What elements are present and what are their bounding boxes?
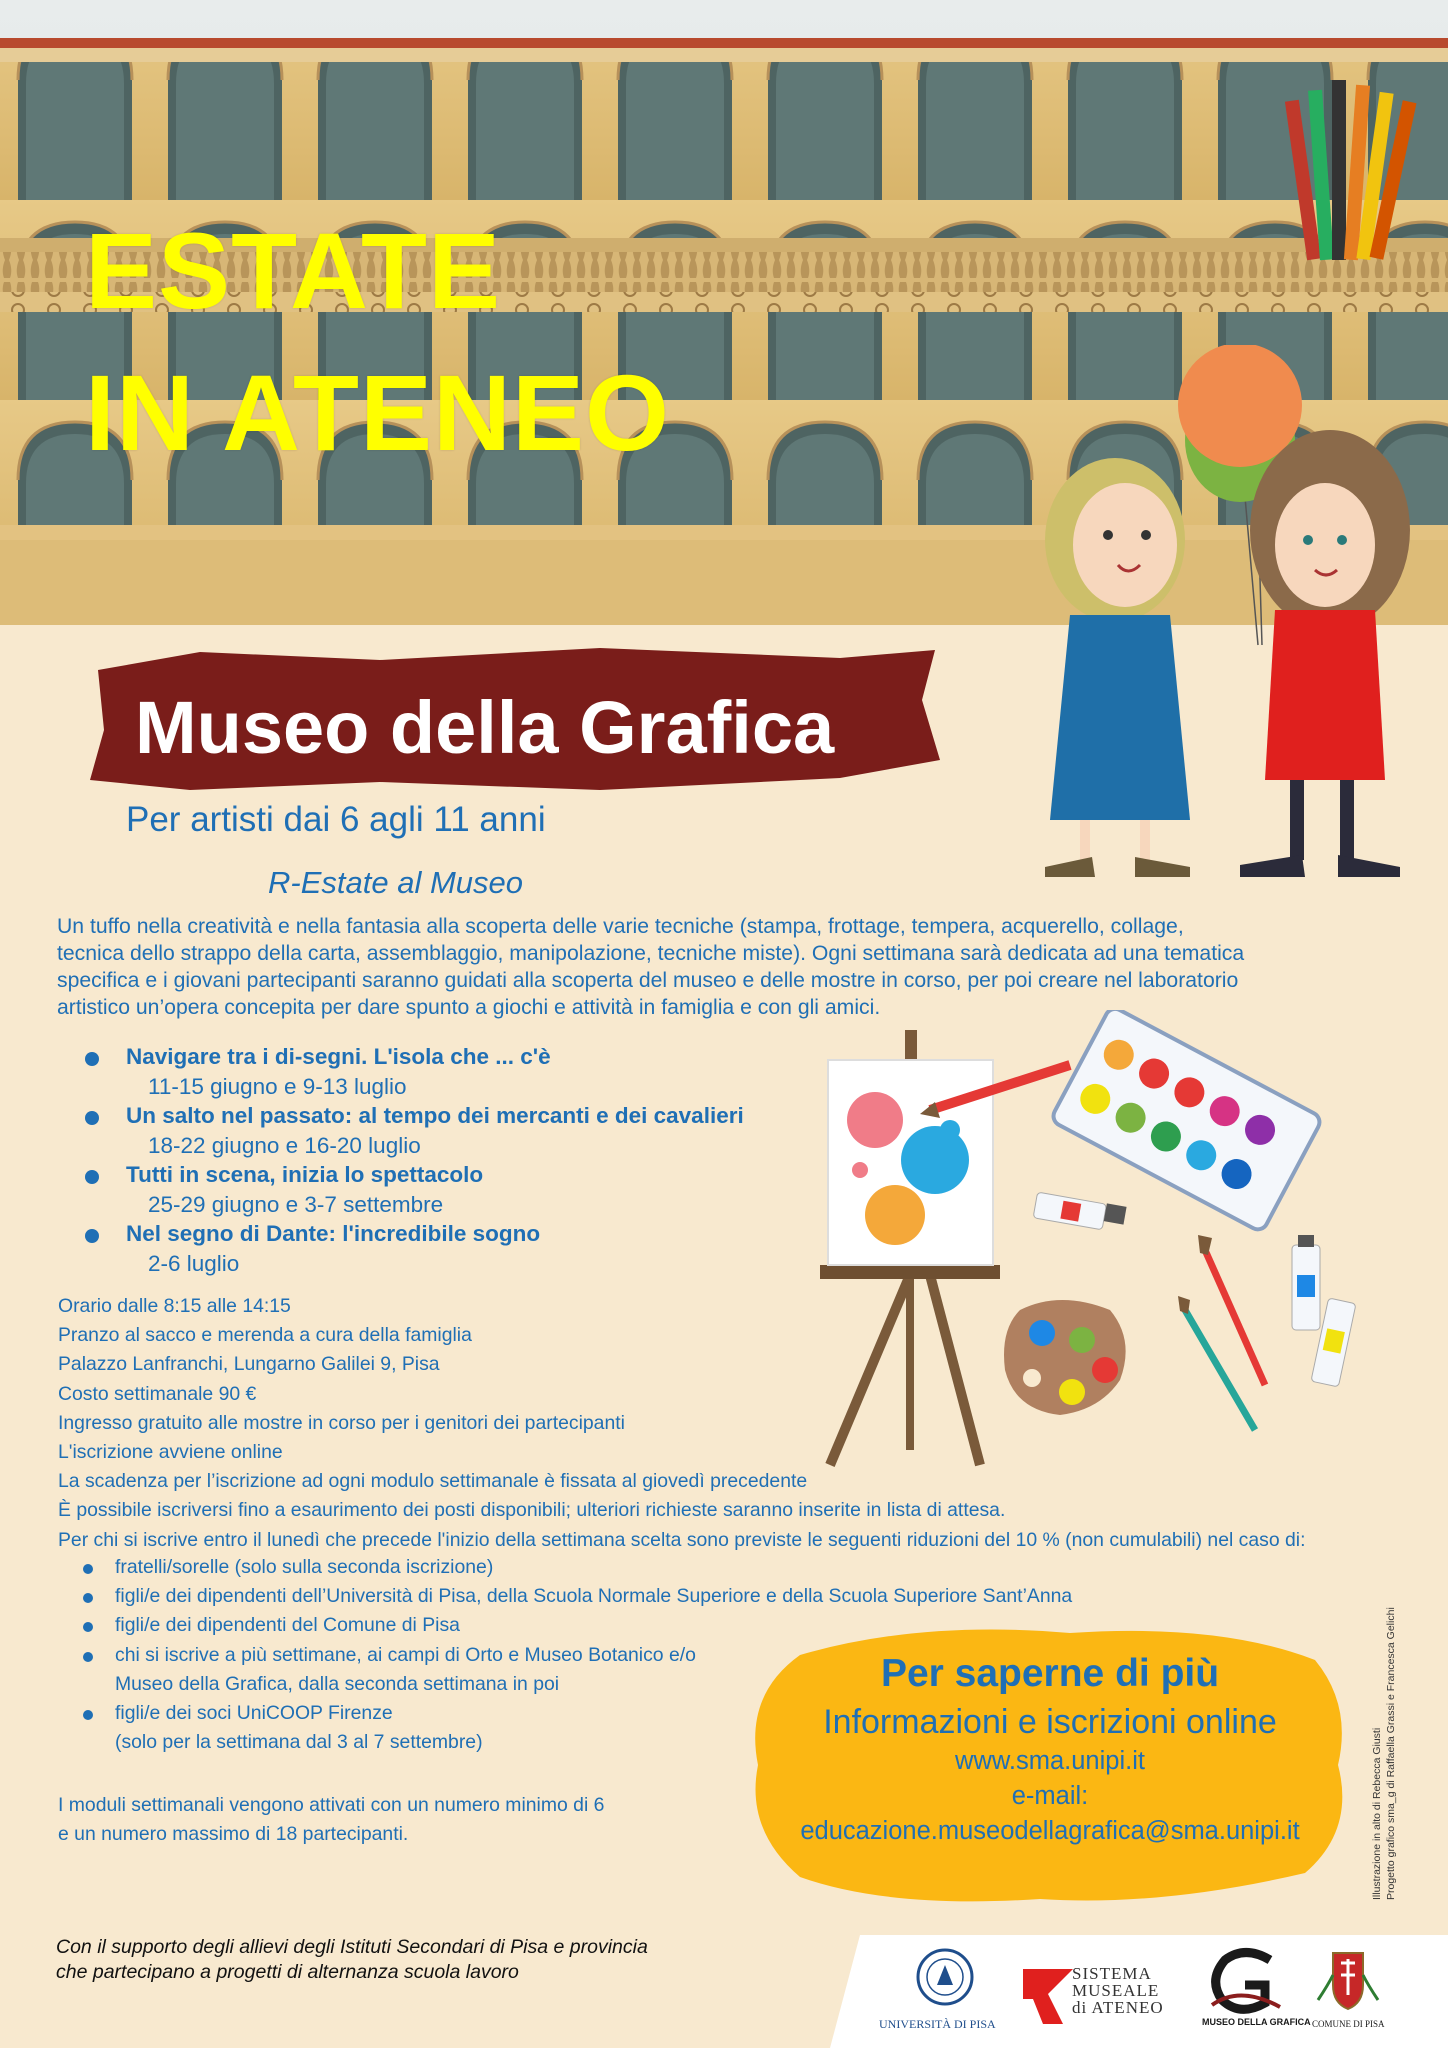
theme-name: Un salto nel passato: al tempo dei mercanti e dei cavalieri xyxy=(126,1103,744,1128)
bullet-icon xyxy=(83,1593,93,1603)
pisa-coat-of-arms-icon xyxy=(1308,1945,1388,2017)
theme-name: Tutti in scena, inizia lo spettacolo xyxy=(126,1162,484,1187)
discount-text: Museo della Grafica, dalla seconda settimana in poi xyxy=(115,1672,560,1695)
info-line: Palazzo Lanfranchi, Lungarno Galilei 9, Pisa xyxy=(58,1353,440,1376)
intro-line: Un tuffo nella creatività e nella fantasia alla scoperta delle varie tecniche (stampa, frottage, tempera, acquerello, collage, xyxy=(57,915,1184,938)
info-line: È possibile iscriversi fino a esaurimento dei posti disponibili; ulteriori richieste saranno inserite in lista di attesa. xyxy=(58,1499,1006,1522)
bullet-icon xyxy=(83,1622,93,1632)
credit-line: Progetto grafico sma_g di Raffaella Grassi e Francesca Gelichi xyxy=(1385,1607,1397,1900)
logo-text-comune: COMUNE DI PISA xyxy=(1312,2019,1385,2029)
bullet-icon xyxy=(83,1710,93,1720)
support-line: che partecipano a progetti di alternanza scuola lavoro xyxy=(56,1961,519,1983)
participants-note xyxy=(58,1791,604,1849)
logo-text-sma-1: SISTEMA xyxy=(1072,1964,1152,1983)
weekly-themes-list xyxy=(80,1042,860,1278)
info-line: Ingresso gratuito alle mostre in corso per i genitori dei partecipanti xyxy=(58,1411,625,1434)
logo-text-unipi: UNIVERSITÀ DI PISA xyxy=(879,2017,996,2031)
illustration-credits xyxy=(1370,1590,1400,1900)
logo-text-sma-3: di ATENEO xyxy=(1072,1998,1164,2017)
info-line: Orario dalle 8:15 alle 14:15 xyxy=(58,1295,291,1317)
info-line: Per chi si iscrive entro il lunedì che precede l'inizio della settimana scelta sono previste le seguenti riduzioni del 10 % (non cumulabili) nel caso di: xyxy=(58,1528,1306,1551)
email-link[interactable]: educazione.museodellagrafica@sma.unipi.it xyxy=(800,1817,1300,1845)
info-line: Costo settimanale 90 € xyxy=(58,1382,257,1405)
title-line-2: IN ATENEO xyxy=(85,352,671,473)
theme-item xyxy=(80,1219,860,1278)
participants-line: e un numero massimo di 18 partecipanti. xyxy=(58,1823,409,1846)
discount-text: figli/e dei dipendenti del Comune di Pisa xyxy=(115,1614,460,1637)
info-line: L'iscrizione avviene online xyxy=(58,1441,283,1464)
participants-line: I moduli settimanali vengono attivati con un numero minimo di 6 xyxy=(58,1794,605,1816)
intro-line: tecnica dello strappo della carta, assemblaggio, manipolazione, tecniche miste). Ogni settimana sarà dedicata ad una tematica xyxy=(57,942,1245,965)
age-range: Per artisti dai 6 agli 11 anni xyxy=(126,800,546,839)
discount-text: figli/e dei soci UniCOOP Firenze xyxy=(115,1702,393,1725)
poster-title xyxy=(85,200,670,484)
museum-name: Museo della Grafica xyxy=(135,686,835,769)
discount-item xyxy=(80,1611,800,1640)
theme-dates: 2-6 luglio xyxy=(148,1251,240,1276)
theme-name: Nel segno di Dante: l'incredibile sogno xyxy=(126,1221,541,1246)
discount-item xyxy=(80,1641,800,1699)
info-line: La scadenza per l’iscrizione ad ogni modulo settimanale è fissata al giovedì precedente xyxy=(58,1470,808,1493)
discount-item xyxy=(80,1553,800,1582)
theme-name: Navigare tra i di-segni. L'isola che ... c'è xyxy=(126,1044,551,1069)
discount-text: chi si iscrive a più settimane, ai campi di Orto e Museo Botanico e/o xyxy=(115,1643,696,1666)
support-note xyxy=(56,1935,648,1985)
discount-item xyxy=(80,1699,800,1757)
sistema-museale-logo xyxy=(1018,1945,1193,2040)
discount-text: figli/e dei dipendenti dell’Università di Pisa, della Scuola Normale Superiore e della Scuola Superiore Sant’Anna xyxy=(115,1585,1073,1608)
bullet-icon xyxy=(85,1229,99,1243)
more-info-heading: Per saperne di più xyxy=(880,1652,1220,1695)
bullet-icon xyxy=(85,1052,99,1066)
university-of-pisa-logo xyxy=(875,1945,1015,2040)
grafica-g-icon xyxy=(1200,1945,1290,2015)
more-info-box xyxy=(746,1648,1354,1849)
theme-item xyxy=(80,1101,860,1160)
support-line: Con il supporto degli allievi degli Istituti Secondari di Pisa e provincia xyxy=(56,1936,648,1958)
bullet-icon xyxy=(83,1652,93,1662)
title-line-1: ESTATE xyxy=(85,210,502,331)
discount-text: (solo per la settimana dal 3 al 7 settembre) xyxy=(115,1731,483,1754)
sma-emblem-icon xyxy=(1018,1959,1078,2029)
intro-paragraph xyxy=(57,913,1397,1021)
intro-line: specifica e i giovani partecipanti saranno guidati alla scoperta del museo e delle mostre in corso, per poi creare nel laboratorio xyxy=(57,969,1239,992)
museo-della-grafica-logo xyxy=(1200,1945,1311,2040)
email-label: e-mail: xyxy=(1011,1782,1089,1810)
comune-di-pisa-logo xyxy=(1308,1945,1408,2040)
credit-line: Illustrazione in alto di Rebecca Giusti xyxy=(1371,1727,1383,1900)
practical-info xyxy=(58,1292,1418,1555)
bullet-icon xyxy=(85,1170,99,1184)
logo-text-grafica: MUSEO DELLA GRAFICA xyxy=(1202,2017,1311,2027)
theme-dates: 11-15 giugno e 9-13 luglio xyxy=(148,1074,407,1099)
watercolor-paint-box-icon xyxy=(1050,1010,1323,1233)
info-line: Pranzo al sacco e merenda a cura della famiglia xyxy=(58,1324,472,1347)
university-seal-icon xyxy=(875,1945,1015,2015)
website-link[interactable]: www.sma.unipi.it xyxy=(955,1747,1145,1775)
theme-item xyxy=(80,1160,860,1219)
logo-text-sma-2: MUSEALE xyxy=(1072,1981,1160,2000)
more-info-subheading: Informazioni e iscrizioni online xyxy=(823,1703,1277,1741)
paint-tube-icon xyxy=(1033,1192,1126,1230)
theme-item xyxy=(80,1042,860,1101)
bullet-icon xyxy=(85,1111,99,1125)
children-with-balloons-illustration xyxy=(1040,345,1420,880)
discount-text: fratelli/sorelle (solo sulla seconda iscrizione) xyxy=(115,1556,494,1578)
discount-item xyxy=(80,1582,1073,1611)
program-subtitle: R-Estate al Museo xyxy=(268,865,523,900)
theme-dates: 18-22 giugno e 16-20 luglio xyxy=(148,1133,421,1158)
intro-line: artistico un’opera concepita per dare spunto a giochi e attività in famiglia e con gli amici. xyxy=(57,996,881,1019)
bullet-icon xyxy=(83,1564,93,1574)
theme-dates: 25-29 giugno e 3-7 settembre xyxy=(148,1192,444,1217)
